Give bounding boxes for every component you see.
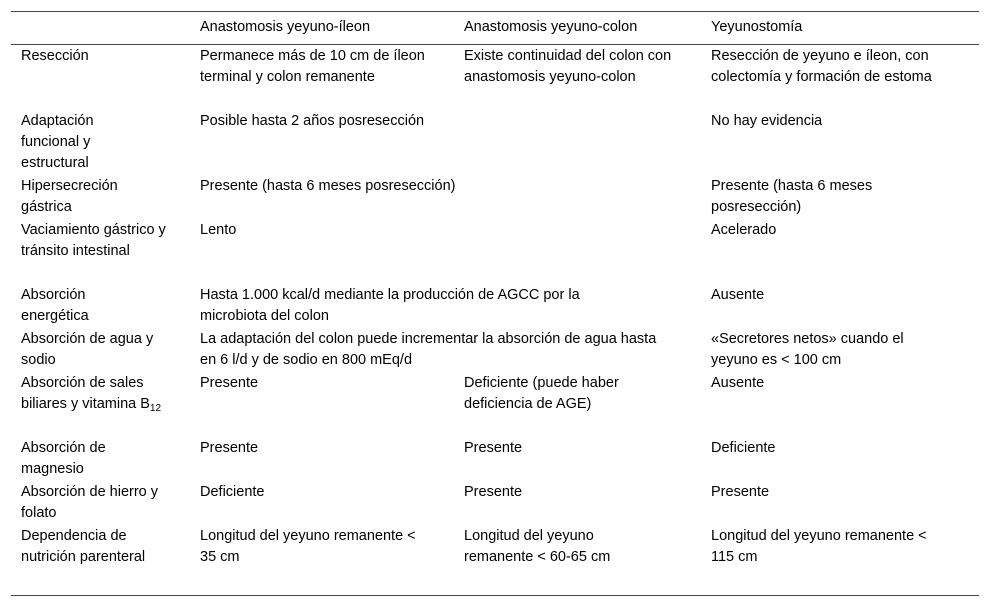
- table-cell: Presente: [200, 440, 259, 456]
- table-cell: Existe continuidad del colon con anastomosis yeyuno-colon: [464, 48, 672, 85]
- table-cell: Presente (hasta 6 meses posresección): [711, 178, 873, 215]
- row-label-text: Absorción de sales biliares y vitamina B: [21, 375, 150, 412]
- row-label-hierro: Absorción de hierro y folato: [21, 484, 159, 521]
- row-label-magnesio: Absorción de magnesio: [21, 440, 106, 477]
- table-cell: Deficiente: [711, 440, 776, 456]
- table-cell: Longitud del yeyuno remanente < 60-65 cm: [464, 528, 611, 565]
- table-top-rule: [11, 11, 979, 12]
- header-col-yeyuno-ileon: Anastomosis yeyuno-íleon: [200, 19, 371, 35]
- row-label-vaciamiento: Vaciamiento gástrico y tránsito intestinal: [21, 222, 166, 259]
- table-cell: Presente: [464, 440, 523, 456]
- header-col-yeyunostomia: Yeyunostomía: [711, 19, 803, 35]
- row-label-hipersecrecion: Hipersecreción gástrica: [21, 178, 118, 215]
- subscript: 12: [149, 403, 162, 414]
- table-cell: Deficiente: [200, 484, 265, 500]
- table-cell: No hay evidencia: [711, 113, 823, 129]
- row-label-adaptacion: Adaptación funcional y estructural: [21, 113, 94, 171]
- table-bottom-rule: [11, 595, 979, 596]
- table-cell: Presente: [711, 484, 770, 500]
- table-cell: Ausente: [711, 375, 765, 391]
- row-label-reseccion: Resección: [21, 48, 89, 64]
- table-header-rule: [11, 44, 979, 45]
- table-cell: La adaptación del colon puede incrementar la absorción de agua hasta en 6 l/d y de sodio en 800 mEq/d: [200, 331, 657, 368]
- table-cell: Longitud del yeyuno remanente < 35 cm: [200, 528, 416, 565]
- row-label-dependencia: Dependencia de nutrición parenteral: [21, 528, 146, 565]
- table-cell: Deficiente (puede haber deficiencia de AGE): [464, 375, 619, 412]
- table-cell: «Secretores netos» cuando el yeyuno es < 100 cm: [711, 331, 904, 368]
- table-cell: Presente: [200, 375, 259, 391]
- table-cell: Lento: [200, 222, 237, 238]
- table-cell: Posible hasta 2 años posresección: [200, 113, 425, 129]
- table-cell: Hasta 1.000 kcal/d mediante la producción de AGCC por la microbiota del colon: [200, 287, 580, 324]
- table-cell: Permanece más de 10 cm de íleon terminal y colon remanente: [200, 48, 425, 85]
- table-cell: Presente: [464, 484, 523, 500]
- row-label-absorcion-energetica: Absorción energética: [21, 287, 89, 324]
- header-col-yeyuno-colon: Anastomosis yeyuno-colon: [464, 19, 638, 35]
- table-cell: Presente (hasta 6 meses posresección): [200, 178, 456, 194]
- table-cell: Longitud del yeyuno remanente < 115 cm: [711, 528, 927, 565]
- row-label-sales-biliares: [21, 373, 171, 415]
- table-cell: Acelerado: [711, 222, 777, 238]
- table-cell: Resección de yeyuno e íleon, con colectomía y formación de estoma: [711, 48, 932, 85]
- table-cell: Ausente: [711, 287, 765, 303]
- row-label-absorcion-agua: Absorción de agua y sodio: [21, 331, 154, 368]
